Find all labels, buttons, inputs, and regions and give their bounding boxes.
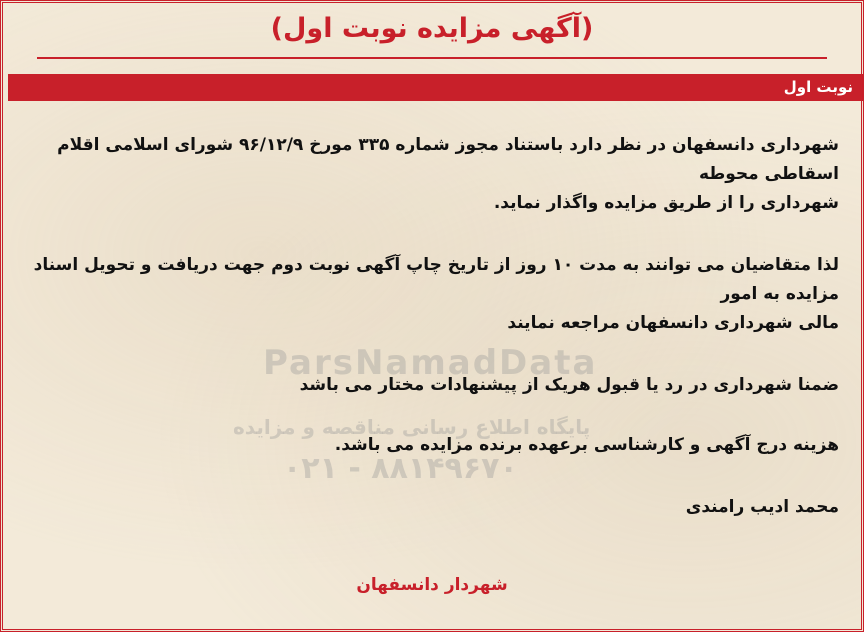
announcement-title: (آگهی مزایده نوبت اول) [270,13,594,44]
title-area [3,13,861,44]
watermark-phone: ۰۲۱ - ۸۸۱۴۹۶۷۰ [283,451,518,486]
paragraph-2: لذا متقاضیان می توانند به مدت ۱۰ روز از تاریخ چاپ آگهی نوبت دوم جهت دریافت و تحویل اسناد مزایده به امور [33,255,839,304]
watermark-brand: ParsNamadData [263,343,598,383]
badge-divider [8,100,863,101]
signature-title: شهردار دانسفهان [356,575,508,595]
paragraph-1: شهرداری دانسفهان در نظر دارد باستناد مجوز شماره ۳۳۵ مورخ ۹۶/۱۲/۹ شورای اسلامی اقلام اسقاطی محوطه [57,135,839,184]
paragraph-3: ضمنا شهرداری در رد یا قبول هریک از پیشنهادات مختار می باشد [299,375,839,395]
signatory-name: محمد ادیب رامندی [685,497,839,517]
watermark-line1: پایگاه اطلاع رسانی مناقصه و مزایده [233,415,591,439]
paragraph-2-cont: مالی شهرداری دانسفهان مراجعه نمایند [507,313,839,333]
paragraph-4: هزینه درج آگهی و کارشناسی برعهده برنده مزایده می باشد. [334,435,839,455]
title-divider [37,57,827,59]
round-badge: نوبت اول [8,74,863,100]
paragraph-1-cont: شهرداری را از طریق مزایده واگذار نماید. [493,193,839,213]
